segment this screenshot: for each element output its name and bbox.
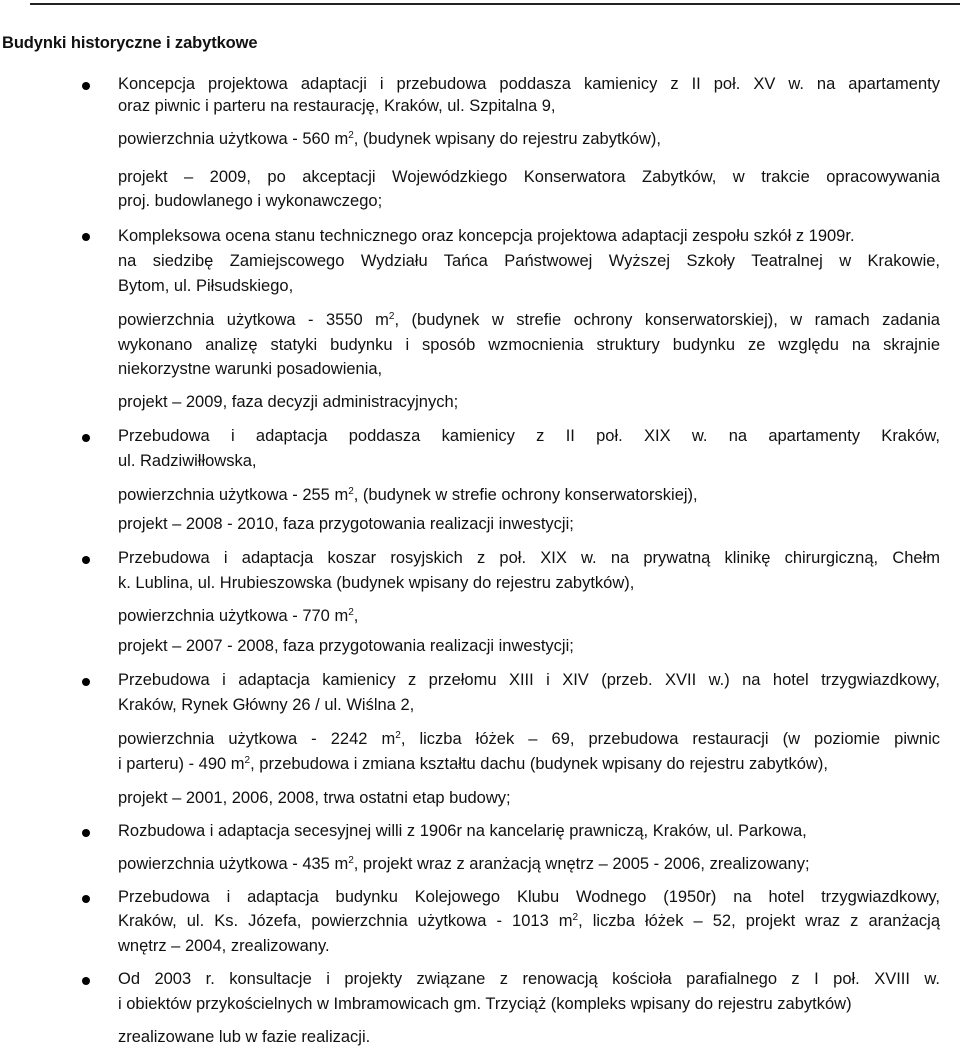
bullet-icon <box>82 895 90 903</box>
text-line: Przebudowa i adaptacja poddasza kamienicy z II poł. XIX w. na apartamenty Kraków, <box>118 427 940 445</box>
text-line: powierzchnia użytkowa - 255 $m^2$, (budynek w strefie ochrony konserwatorskiej), <box>118 486 698 504</box>
text-line: oraz piwnic i parteru na restaurację, Kraków, ul. Szpitalna 9, <box>118 97 556 115</box>
bullet-icon <box>82 434 90 442</box>
bullet-icon <box>82 82 90 90</box>
text-line: projekt – 2008 - 2010, faza przygotowania realizacji inwestycji; <box>118 515 574 533</box>
text-line: i parteru) - 490 $m^2$, przebudowa i zmiana kształtu dachu (budynek wpisany do rejestru zabytków), <box>118 755 828 773</box>
bullet-icon <box>82 678 90 686</box>
text-line: powierzchnia użytkowa - 3550 $m^2$, (budynek w strefie ochrony konserwatorskiej), w ramach zadania <box>118 311 940 329</box>
text-line: zrealizowane lub w fazie realizacji. <box>118 1028 371 1046</box>
text-line: ul. Radziwiłłowska, <box>118 452 257 470</box>
text-line: Koncepcja projektowa adaptacji i przebudowa poddasza kamienicy z II poł. XV w. na apartamenty <box>118 75 940 93</box>
text-line: Bytom, ul. Piłsudskiego, <box>118 277 294 295</box>
text-line: powierzchnia użytkowa - 560 $m^2$, (budynek wpisany do rejestru zabytków), <box>118 130 661 148</box>
text-line: Rozbudowa i adaptacja secesyjnej willi z 1906r na kancelarię prawniczą, Kraków, ul. Parkowa, <box>118 822 807 840</box>
text-line: powierzchnia użytkowa - 770 $m^2$, <box>118 607 359 625</box>
text-line: Przebudowa i adaptacja koszar rosyjskich z poł. XIX w. na prywatną klinikę chirurgiczną, Chełm <box>118 549 940 567</box>
text-line: i obiektów przykościelnych w Imbramowicach gm. Trzyciąż (kompleks wpisany do rejestru zabytków) <box>118 995 852 1013</box>
text-line: na siedzibę Zamiejscowego Wydziału Tańca Państwowej Wyższej Szkoły Teatralnej w Krakowie, <box>118 252 940 270</box>
top-rule <box>30 3 960 5</box>
text-line: wykonano analizę statyki budynku i sposób wzmocnienia struktury budynku ze względu na skrajnie <box>118 336 940 354</box>
text-line: Kraków, ul. Ks. Józefa, powierzchnia użytkowa - 1013 $m^2$, liczba łóżek – 52, projekt wraz z aranżacją <box>118 912 940 930</box>
text-line: projekt – 2001, 2006, 2008, trwa ostatni etap budowy; <box>118 789 511 807</box>
text-line: proj. budowlanego i wykonawczego; <box>118 192 383 210</box>
text-line: powierzchnia użytkowa - 435 $m^2$, projekt wraz z aranżacją wnętrz – 2005 - 2006, zrealizowany; <box>118 855 810 873</box>
text-line: Od 2003 r. konsultacje i projekty związane z renowacją kościoła parafialnego z I poł. XVIII w. <box>118 970 940 988</box>
text-line: k. Lublina, ul. Hrubieszowska (budynek wpisany do rejestru zabytków), <box>118 574 635 592</box>
bullet-icon <box>82 829 90 837</box>
text-line: projekt – 2009, faza decyzji administracyjnych; <box>118 393 459 411</box>
text-line: Przebudowa i adaptacja kamienicy z przełomu XIII i XIV (przeb. XVII w.) na hotel trzygwiazdkowy, <box>118 671 940 689</box>
text-line: Kompleksowa ocena stanu technicznego oraz koncepcja projektowa adaptacji zespołu szkół z 1909r. <box>118 227 855 245</box>
text-line: Przebudowa i adaptacja budynku Kolejowego Klubu Wodnego (1950r) na hotel trzygwiazdkowy, <box>118 888 940 906</box>
bullet-icon <box>82 977 90 985</box>
bullet-icon <box>82 233 90 241</box>
text-line: projekt – 2007 - 2008, faza przygotowania realizacji inwestycji; <box>118 637 574 655</box>
section-heading: Budynki historyczne i zabytkowe <box>2 34 258 52</box>
text-line: wnętrz – 2004, zrealizowany. <box>118 937 330 955</box>
text-line: Kraków, Rynek Główny 26 / ul. Wiślna 2, <box>118 696 415 714</box>
bullet-icon <box>82 556 90 564</box>
text-line: niekorzystne warunki posadowienia, <box>118 360 383 378</box>
text-line: powierzchnia użytkowa - 2242 $m^2$, liczba łóżek – 69, przebudowa restauracji (w poziomie piwnic <box>118 730 940 748</box>
text-line: projekt – 2009, po akceptacji Wojewódzkiego Konserwatora Zabytków, w trakcie opracowywania <box>118 168 940 186</box>
